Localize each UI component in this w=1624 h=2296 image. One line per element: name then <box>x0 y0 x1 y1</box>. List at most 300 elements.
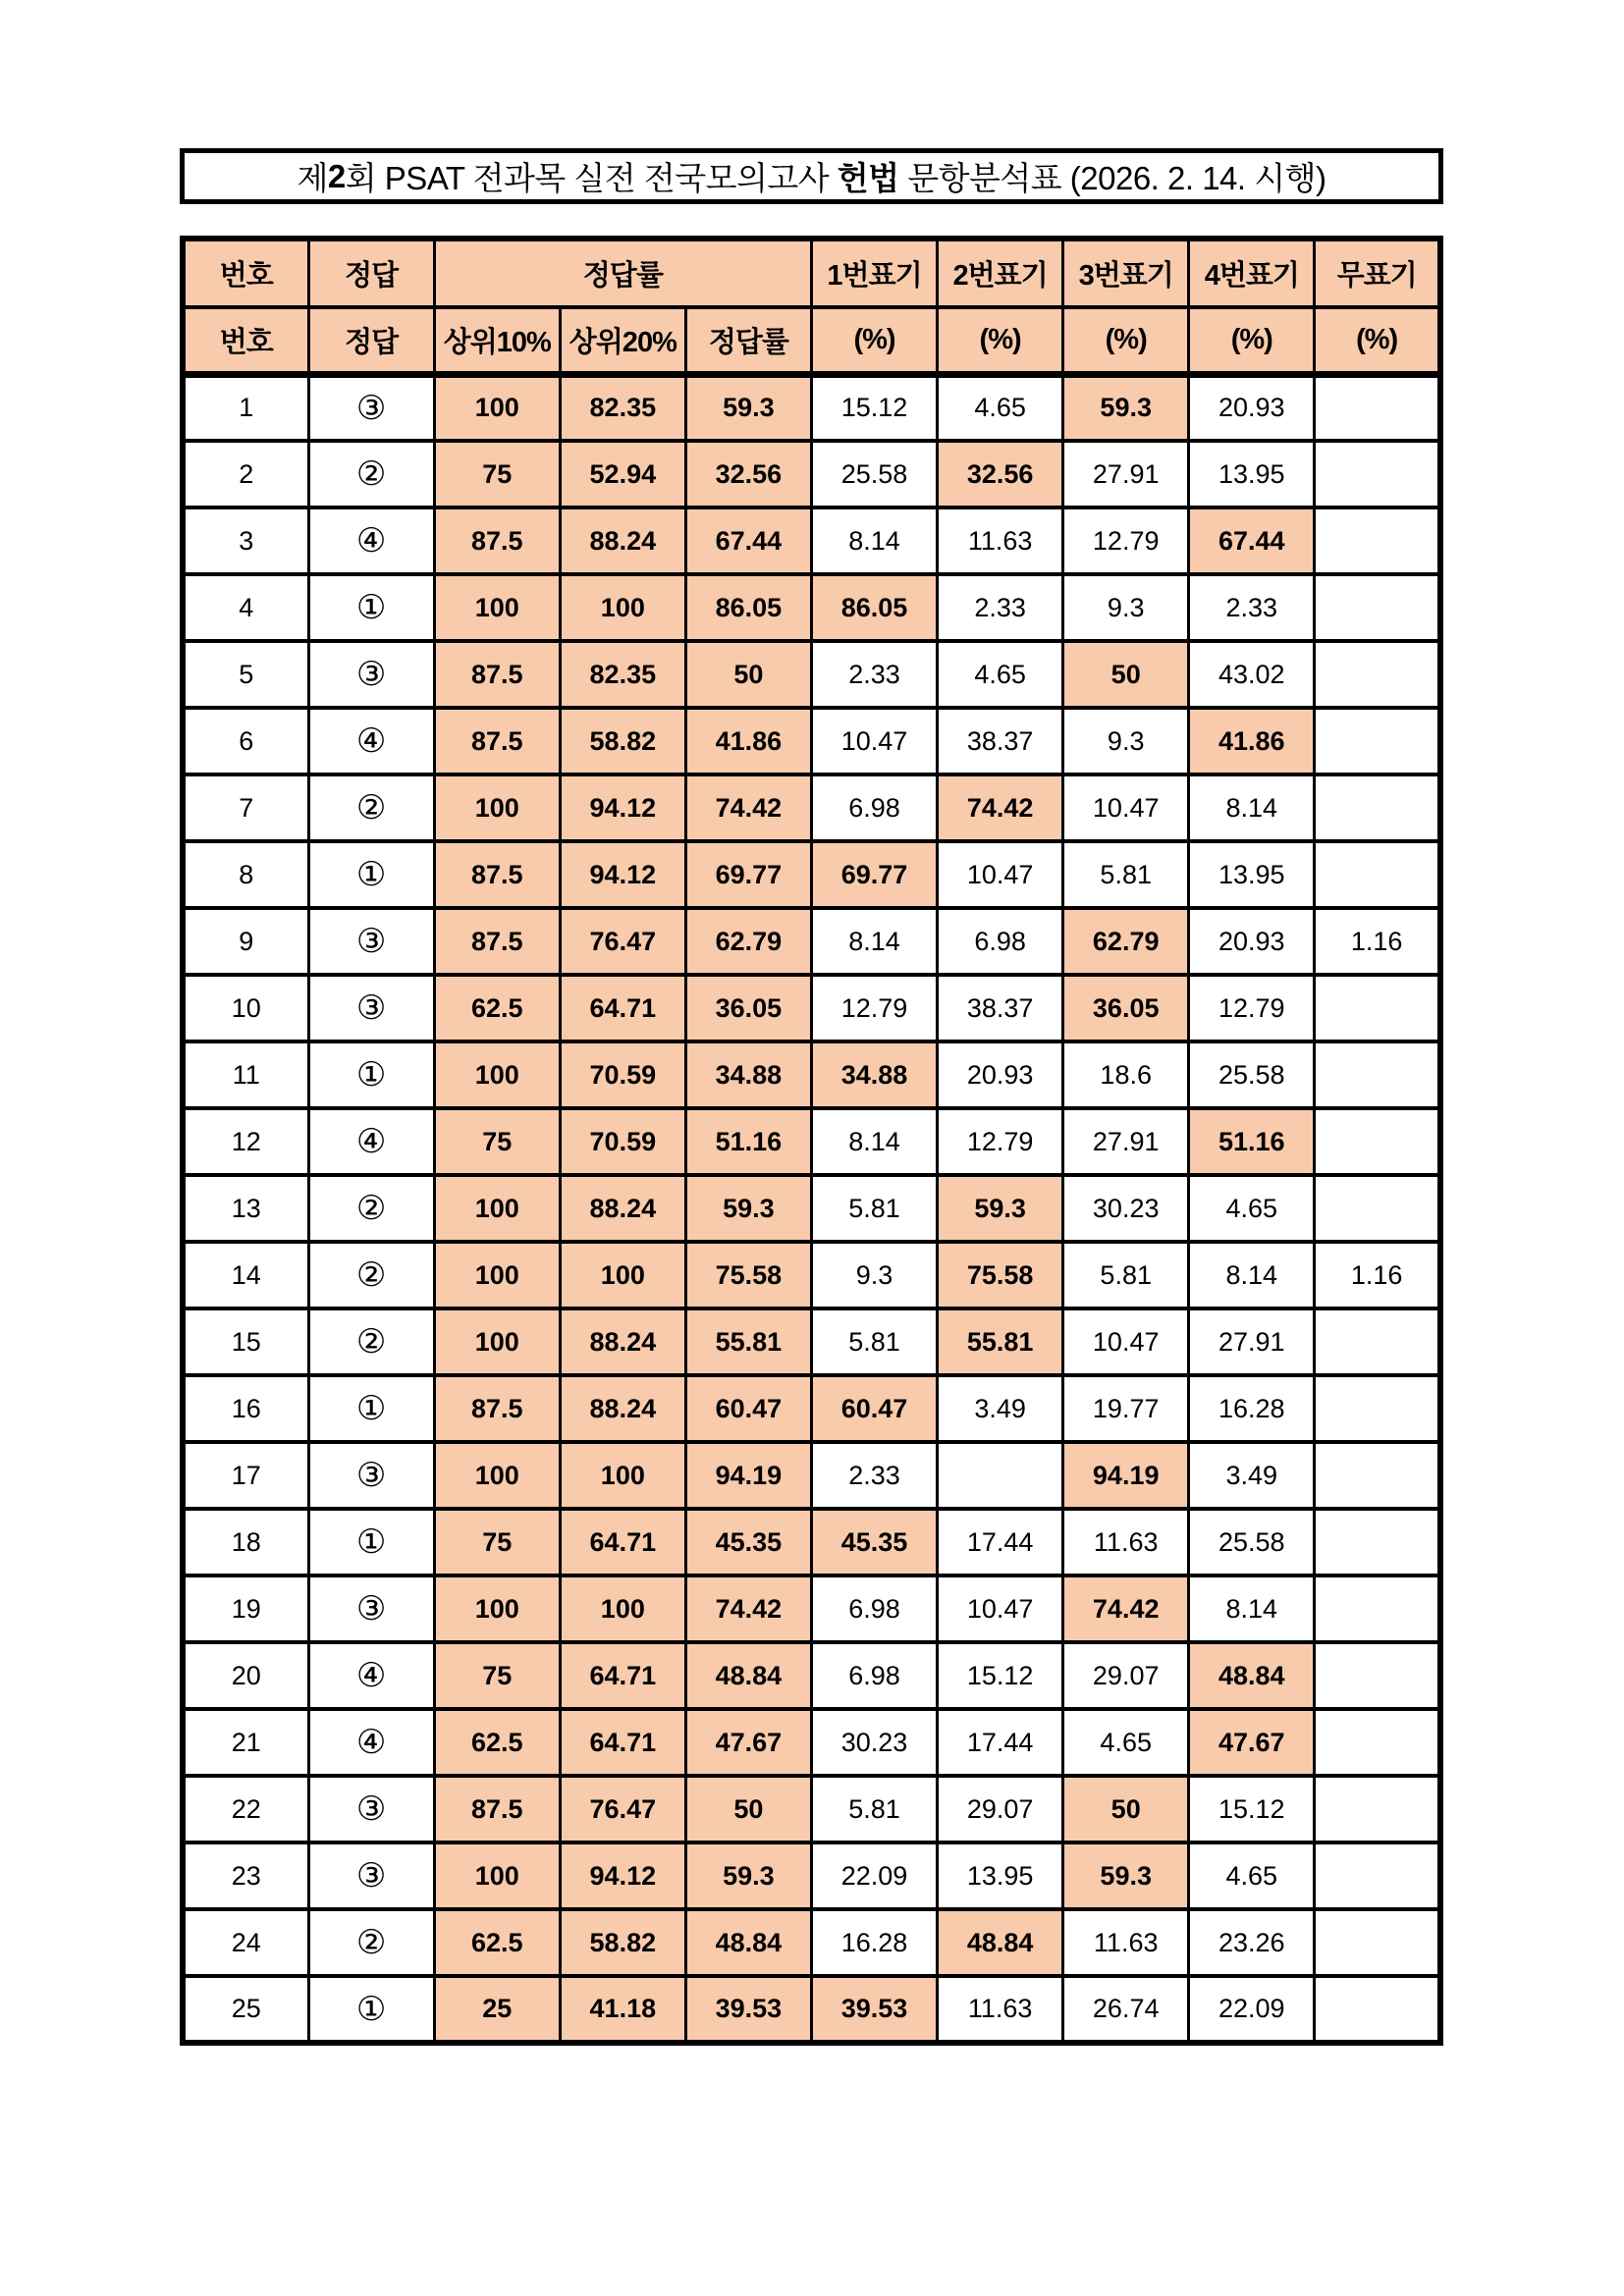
cell-correct-answer: ③ <box>308 1842 434 1909</box>
cell-question-number: 7 <box>183 774 308 841</box>
header-choice2-marked: 2번표기 <box>938 239 1063 307</box>
cell-top10-rate: 62.5 <box>434 1709 560 1776</box>
cell-no-mark-rate <box>1315 1108 1440 1175</box>
cell-top20-rate: 88.24 <box>560 1308 685 1375</box>
title-segment: 문항분석표 (2026. 2. 14. 시행) <box>898 160 1326 196</box>
cell-correct-rate: 69.77 <box>685 841 811 908</box>
cell-choice4-rate: 8.14 <box>1189 1575 1315 1642</box>
cell-choice1-rate: 2.33 <box>811 1442 937 1509</box>
cell-question-number: 4 <box>183 574 308 641</box>
cell-top10-rate: 87.5 <box>434 908 560 975</box>
cell-top10-rate: 100 <box>434 774 560 841</box>
cell-question-number: 21 <box>183 1709 308 1776</box>
cell-top10-rate: 100 <box>434 374 560 441</box>
cell-no-mark-rate <box>1315 1575 1440 1642</box>
cell-choice1-rate: 25.58 <box>811 441 937 507</box>
title-segment: 회 PSAT 전과목 실전 전국모의고사 <box>345 160 838 196</box>
cell-choice4-rate: 16.28 <box>1189 1375 1315 1442</box>
table-row <box>183 774 1440 841</box>
cell-choice3-rate: 59.3 <box>1063 1842 1189 1909</box>
cell-correct-answer: ② <box>308 441 434 507</box>
cell-choice4-rate: 12.79 <box>1189 975 1315 1041</box>
cell-correct-rate: 32.56 <box>685 441 811 507</box>
table-row <box>183 1642 1440 1709</box>
table-row <box>183 908 1440 975</box>
cell-top20-rate: 70.59 <box>560 1108 685 1175</box>
header-no-mark-percent: (%) <box>1315 307 1440 374</box>
cell-choice1-rate: 22.09 <box>811 1842 937 1909</box>
table-row <box>183 1242 1440 1308</box>
cell-choice3-rate: 30.23 <box>1063 1175 1189 1242</box>
cell-choice1-rate: 30.23 <box>811 1709 937 1776</box>
cell-top10-rate: 25 <box>434 1976 560 2043</box>
cell-choice2-rate: 17.44 <box>938 1709 1063 1776</box>
cell-top20-rate: 64.71 <box>560 1709 685 1776</box>
cell-correct-answer: ① <box>308 1976 434 2043</box>
cell-question-number: 14 <box>183 1242 308 1308</box>
cell-question-number: 11 <box>183 1041 308 1108</box>
cell-choice1-rate: 69.77 <box>811 841 937 908</box>
cell-choice1-rate: 86.05 <box>811 574 937 641</box>
cell-top10-rate: 100 <box>434 1308 560 1375</box>
cell-choice4-rate: 43.02 <box>1189 641 1315 708</box>
cell-no-mark-rate <box>1315 1041 1440 1108</box>
cell-question-number: 16 <box>183 1375 308 1442</box>
cell-choice3-rate: 10.47 <box>1063 1308 1189 1375</box>
cell-correct-rate: 60.47 <box>685 1375 811 1442</box>
cell-choice2-rate: 13.95 <box>938 1842 1063 1909</box>
header-choice2-percent: (%) <box>938 307 1063 374</box>
cell-choice3-rate: 9.3 <box>1063 574 1189 641</box>
cell-top10-rate: 62.5 <box>434 1909 560 1976</box>
cell-choice2-rate: 15.12 <box>938 1642 1063 1709</box>
cell-choice3-rate: 9.3 <box>1063 708 1189 774</box>
cell-choice4-rate: 41.86 <box>1189 708 1315 774</box>
cell-correct-answer: ③ <box>308 374 434 441</box>
cell-no-mark-rate <box>1315 841 1440 908</box>
cell-correct-rate: 41.86 <box>685 708 811 774</box>
cell-choice1-rate: 45.35 <box>811 1509 937 1575</box>
cell-no-mark-rate <box>1315 1842 1440 1909</box>
item-analysis-table <box>180 236 1443 2046</box>
table-row <box>183 1842 1440 1909</box>
cell-top20-rate: 100 <box>560 574 685 641</box>
cell-question-number: 6 <box>183 708 308 774</box>
cell-choice1-rate: 9.3 <box>811 1242 937 1308</box>
cell-choice2-rate: 12.79 <box>938 1108 1063 1175</box>
cell-top10-rate: 87.5 <box>434 641 560 708</box>
cell-choice1-rate: 39.53 <box>811 1976 937 2043</box>
cell-choice2-rate: 48.84 <box>938 1909 1063 1976</box>
cell-correct-rate: 45.35 <box>685 1509 811 1575</box>
cell-top20-rate: 76.47 <box>560 1776 685 1842</box>
header-row-2 <box>183 307 1440 374</box>
cell-correct-answer: ② <box>308 1909 434 1976</box>
cell-top20-rate: 64.71 <box>560 975 685 1041</box>
cell-choice3-rate: 62.79 <box>1063 908 1189 975</box>
header-correct-answer-sub: 정답 <box>308 307 434 374</box>
cell-correct-answer: ④ <box>308 1709 434 1776</box>
cell-choice3-rate: 5.81 <box>1063 841 1189 908</box>
cell-choice2-rate: 10.47 <box>938 1575 1063 1642</box>
title-segment: 제 <box>297 160 328 196</box>
cell-no-mark-rate <box>1315 1909 1440 1976</box>
cell-choice4-rate: 13.95 <box>1189 441 1315 507</box>
cell-choice1-rate: 8.14 <box>811 908 937 975</box>
header-choice3-percent: (%) <box>1063 307 1189 374</box>
cell-question-number: 22 <box>183 1776 308 1842</box>
table-row <box>183 708 1440 774</box>
cell-no-mark-rate <box>1315 441 1440 507</box>
cell-choice2-rate: 11.63 <box>938 1976 1063 2043</box>
cell-correct-answer: ① <box>308 841 434 908</box>
cell-correct-answer: ② <box>308 774 434 841</box>
cell-choice2-rate: 3.49 <box>938 1375 1063 1442</box>
cell-top20-rate: 82.35 <box>560 641 685 708</box>
cell-choice4-rate: 20.93 <box>1189 908 1315 975</box>
cell-choice1-rate: 6.98 <box>811 774 937 841</box>
cell-choice3-rate: 27.91 <box>1063 441 1189 507</box>
cell-correct-rate: 75.58 <box>685 1242 811 1308</box>
cell-choice4-rate: 8.14 <box>1189 774 1315 841</box>
table-row <box>183 574 1440 641</box>
cell-choice2-rate: 4.65 <box>938 641 1063 708</box>
cell-question-number: 20 <box>183 1642 308 1709</box>
cell-no-mark-rate <box>1315 1709 1440 1776</box>
cell-correct-answer: ② <box>308 1308 434 1375</box>
cell-no-mark-rate: 1.16 <box>1315 1242 1440 1308</box>
cell-correct-answer: ② <box>308 1175 434 1242</box>
cell-top20-rate: 94.12 <box>560 841 685 908</box>
cell-correct-answer: ① <box>308 1509 434 1575</box>
cell-choice1-rate: 34.88 <box>811 1041 937 1108</box>
cell-correct-rate: 47.67 <box>685 1709 811 1776</box>
cell-question-number: 18 <box>183 1509 308 1575</box>
cell-choice1-rate: 8.14 <box>811 507 937 574</box>
header-row-1 <box>183 239 1440 307</box>
cell-choice1-rate: 15.12 <box>811 374 937 441</box>
cell-choice3-rate: 74.42 <box>1063 1575 1189 1642</box>
cell-correct-rate: 86.05 <box>685 574 811 641</box>
cell-no-mark-rate <box>1315 1642 1440 1709</box>
cell-question-number: 8 <box>183 841 308 908</box>
cell-choice4-rate: 47.67 <box>1189 1709 1315 1776</box>
table-row <box>183 1909 1440 1976</box>
cell-no-mark-rate <box>1315 1308 1440 1375</box>
cell-top10-rate: 100 <box>434 1575 560 1642</box>
cell-top10-rate: 87.5 <box>434 507 560 574</box>
table-row <box>183 841 1440 908</box>
title-round-number: 2 <box>327 157 346 194</box>
cell-top20-rate: 88.24 <box>560 1175 685 1242</box>
cell-choice2-rate: 4.65 <box>938 374 1063 441</box>
table-row <box>183 1375 1440 1442</box>
header-choice1-percent: (%) <box>811 307 937 374</box>
table-row <box>183 975 1440 1041</box>
header-top20-rate: 상위20% <box>560 307 685 374</box>
cell-choice2-rate: 6.98 <box>938 908 1063 975</box>
cell-top20-rate: 94.12 <box>560 774 685 841</box>
cell-choice4-rate: 8.14 <box>1189 1242 1315 1308</box>
cell-choice4-rate: 4.65 <box>1189 1175 1315 1242</box>
cell-choice1-rate: 12.79 <box>811 975 937 1041</box>
cell-top20-rate: 88.24 <box>560 507 685 574</box>
table-row <box>183 374 1440 441</box>
cell-correct-rate: 59.3 <box>685 1175 811 1242</box>
cell-top20-rate: 82.35 <box>560 374 685 441</box>
header-correct-rate: 정답률 <box>685 307 811 374</box>
cell-choice3-rate: 50 <box>1063 641 1189 708</box>
cell-correct-rate: 50 <box>685 1776 811 1842</box>
cell-choice4-rate: 22.09 <box>1189 1976 1315 2043</box>
cell-correct-answer: ② <box>308 1242 434 1308</box>
cell-choice2-rate: 11.63 <box>938 507 1063 574</box>
cell-choice2-rate: 2.33 <box>938 574 1063 641</box>
cell-correct-rate: 55.81 <box>685 1308 811 1375</box>
table-row <box>183 1308 1440 1375</box>
cell-top10-rate: 100 <box>434 1242 560 1308</box>
header-choice1-marked: 1번표기 <box>811 239 937 307</box>
cell-top10-rate: 87.5 <box>434 841 560 908</box>
cell-question-number: 9 <box>183 908 308 975</box>
header-correct-answer: 정답 <box>308 239 434 307</box>
cell-correct-rate: 39.53 <box>685 1976 811 2043</box>
cell-correct-answer: ① <box>308 574 434 641</box>
cell-top20-rate: 100 <box>560 1575 685 1642</box>
cell-correct-rate: 51.16 <box>685 1108 811 1175</box>
table-row <box>183 1041 1440 1108</box>
cell-choice4-rate: 25.58 <box>1189 1041 1315 1108</box>
cell-top10-rate: 87.5 <box>434 708 560 774</box>
cell-question-number: 15 <box>183 1308 308 1375</box>
cell-top20-rate: 52.94 <box>560 441 685 507</box>
table-row <box>183 1108 1440 1175</box>
cell-choice4-rate: 23.26 <box>1189 1909 1315 1976</box>
cell-choice2-rate: 10.47 <box>938 841 1063 908</box>
cell-no-mark-rate <box>1315 1776 1440 1842</box>
table-row <box>183 641 1440 708</box>
cell-choice1-rate: 10.47 <box>811 708 937 774</box>
cell-top10-rate: 100 <box>434 1442 560 1509</box>
cell-choice4-rate: 27.91 <box>1189 1308 1315 1375</box>
cell-top10-rate: 100 <box>434 574 560 641</box>
cell-question-number: 12 <box>183 1108 308 1175</box>
cell-choice3-rate: 29.07 <box>1063 1642 1189 1709</box>
cell-top10-rate: 75 <box>434 1108 560 1175</box>
cell-choice2-rate: 38.37 <box>938 708 1063 774</box>
cell-no-mark-rate <box>1315 574 1440 641</box>
cell-question-number: 17 <box>183 1442 308 1509</box>
cell-top20-rate: 70.59 <box>560 1041 685 1108</box>
cell-choice2-rate: 20.93 <box>938 1041 1063 1108</box>
cell-choice4-rate: 20.93 <box>1189 374 1315 441</box>
cell-choice2-rate: 55.81 <box>938 1308 1063 1375</box>
table-header <box>183 239 1440 374</box>
cell-choice2-rate: 38.37 <box>938 975 1063 1041</box>
cell-top20-rate: 100 <box>560 1442 685 1509</box>
header-choice4-marked: 4번표기 <box>1189 239 1315 307</box>
cell-choice2-rate: 29.07 <box>938 1776 1063 1842</box>
cell-choice3-rate: 5.81 <box>1063 1242 1189 1308</box>
cell-correct-rate: 36.05 <box>685 975 811 1041</box>
cell-choice2-rate: 75.58 <box>938 1242 1063 1308</box>
cell-question-number: 25 <box>183 1976 308 2043</box>
cell-choice4-rate: 3.49 <box>1189 1442 1315 1509</box>
cell-question-number: 24 <box>183 1909 308 1976</box>
cell-correct-rate: 59.3 <box>685 374 811 441</box>
cell-choice3-rate: 11.63 <box>1063 1909 1189 1976</box>
cell-choice1-rate: 8.14 <box>811 1108 937 1175</box>
cell-no-mark-rate <box>1315 1175 1440 1242</box>
cell-choice3-rate: 4.65 <box>1063 1709 1189 1776</box>
cell-choice1-rate: 16.28 <box>811 1909 937 1976</box>
cell-question-number: 2 <box>183 441 308 507</box>
cell-choice3-rate: 36.05 <box>1063 975 1189 1041</box>
cell-top20-rate: 76.47 <box>560 908 685 975</box>
document-title <box>180 148 1443 204</box>
cell-top20-rate: 64.71 <box>560 1509 685 1575</box>
cell-top10-rate: 100 <box>434 1041 560 1108</box>
cell-question-number: 1 <box>183 374 308 441</box>
cell-choice2-rate: 17.44 <box>938 1509 1063 1575</box>
cell-top20-rate: 58.82 <box>560 1909 685 1976</box>
table-row <box>183 1776 1440 1842</box>
cell-correct-rate: 62.79 <box>685 908 811 975</box>
title-subject: 헌법 <box>837 160 899 196</box>
cell-choice3-rate: 18.6 <box>1063 1041 1189 1108</box>
cell-no-mark-rate <box>1315 641 1440 708</box>
cell-choice3-rate: 10.47 <box>1063 774 1189 841</box>
table-row <box>183 1175 1440 1242</box>
cell-question-number: 13 <box>183 1175 308 1242</box>
cell-choice1-rate: 5.81 <box>811 1308 937 1375</box>
cell-correct-answer: ④ <box>308 1108 434 1175</box>
header-choice4-percent: (%) <box>1189 307 1315 374</box>
cell-choice4-rate: 13.95 <box>1189 841 1315 908</box>
cell-choice3-rate: 59.3 <box>1063 374 1189 441</box>
cell-question-number: 3 <box>183 507 308 574</box>
cell-correct-answer: ③ <box>308 641 434 708</box>
cell-question-number: 10 <box>183 975 308 1041</box>
cell-top20-rate: 64.71 <box>560 1642 685 1709</box>
cell-choice3-rate: 26.74 <box>1063 1976 1189 2043</box>
cell-correct-answer: ③ <box>308 1575 434 1642</box>
cell-correct-answer: ③ <box>308 1776 434 1842</box>
cell-correct-answer: ③ <box>308 1442 434 1509</box>
cell-choice1-rate: 60.47 <box>811 1375 937 1442</box>
cell-choice4-rate: 48.84 <box>1189 1642 1315 1709</box>
cell-correct-rate: 48.84 <box>685 1642 811 1709</box>
cell-no-mark-rate <box>1315 774 1440 841</box>
cell-top20-rate: 88.24 <box>560 1375 685 1442</box>
cell-choice3-rate: 11.63 <box>1063 1509 1189 1575</box>
cell-correct-answer: ④ <box>308 507 434 574</box>
cell-correct-rate: 94.19 <box>685 1442 811 1509</box>
cell-choice3-rate: 94.19 <box>1063 1442 1189 1509</box>
cell-question-number: 23 <box>183 1842 308 1909</box>
cell-choice1-rate: 2.33 <box>811 641 937 708</box>
cell-choice1-rate: 5.81 <box>811 1175 937 1242</box>
table-row <box>183 507 1440 574</box>
cell-no-mark-rate <box>1315 708 1440 774</box>
cell-top10-rate: 87.5 <box>434 1375 560 1442</box>
cell-top10-rate: 62.5 <box>434 975 560 1041</box>
cell-correct-answer: ③ <box>308 908 434 975</box>
cell-no-mark-rate <box>1315 507 1440 574</box>
cell-choice4-rate: 25.58 <box>1189 1509 1315 1575</box>
header-no-mark: 무표기 <box>1315 239 1440 307</box>
cell-top20-rate: 94.12 <box>560 1842 685 1909</box>
cell-choice1-rate: 6.98 <box>811 1575 937 1642</box>
cell-choice4-rate: 4.65 <box>1189 1842 1315 1909</box>
cell-no-mark-rate <box>1315 1509 1440 1575</box>
table-row <box>183 1976 1440 2043</box>
cell-question-number: 5 <box>183 641 308 708</box>
cell-choice3-rate: 27.91 <box>1063 1108 1189 1175</box>
cell-correct-answer: ③ <box>308 975 434 1041</box>
cell-choice3-rate: 12.79 <box>1063 507 1189 574</box>
cell-top10-rate: 75 <box>434 1509 560 1575</box>
cell-choice2-rate: 74.42 <box>938 774 1063 841</box>
header-question-number: 번호 <box>183 239 308 307</box>
cell-top20-rate: 58.82 <box>560 708 685 774</box>
table-row <box>183 1575 1440 1642</box>
cell-correct-rate: 50 <box>685 641 811 708</box>
cell-choice4-rate: 67.44 <box>1189 507 1315 574</box>
cell-correct-rate: 34.88 <box>685 1041 811 1108</box>
cell-no-mark-rate <box>1315 1375 1440 1442</box>
cell-correct-rate: 59.3 <box>685 1842 811 1909</box>
cell-choice1-rate: 5.81 <box>811 1776 937 1842</box>
cell-correct-rate: 67.44 <box>685 507 811 574</box>
cell-choice4-rate: 2.33 <box>1189 574 1315 641</box>
header-correct-rate-group: 정답률 <box>434 239 811 307</box>
cell-top10-rate: 87.5 <box>434 1776 560 1842</box>
table-row <box>183 1442 1440 1509</box>
cell-correct-answer: ④ <box>308 708 434 774</box>
cell-correct-answer: ① <box>308 1041 434 1108</box>
table-row <box>183 1509 1440 1575</box>
cell-choice4-rate: 15.12 <box>1189 1776 1315 1842</box>
cell-choice3-rate: 19.77 <box>1063 1375 1189 1442</box>
cell-choice2-rate: 32.56 <box>938 441 1063 507</box>
cell-choice4-rate: 51.16 <box>1189 1108 1315 1175</box>
header-question-number-sub: 번호 <box>183 307 308 374</box>
cell-no-mark-rate: 1.16 <box>1315 908 1440 975</box>
cell-correct-rate: 48.84 <box>685 1909 811 1976</box>
table-row <box>183 441 1440 507</box>
cell-top10-rate: 100 <box>434 1842 560 1909</box>
cell-choice1-rate: 6.98 <box>811 1642 937 1709</box>
cell-question-number: 19 <box>183 1575 308 1642</box>
table-body <box>183 374 1440 2043</box>
cell-top10-rate: 100 <box>434 1175 560 1242</box>
cell-correct-rate: 74.42 <box>685 774 811 841</box>
cell-correct-answer: ① <box>308 1375 434 1442</box>
cell-correct-rate: 74.42 <box>685 1575 811 1642</box>
cell-choice3-rate: 50 <box>1063 1776 1189 1842</box>
cell-no-mark-rate <box>1315 975 1440 1041</box>
cell-no-mark-rate <box>1315 1442 1440 1509</box>
header-top10-rate: 상위10% <box>434 307 560 374</box>
header-choice3-marked: 3번표기 <box>1063 239 1189 307</box>
cell-choice2-rate: 59.3 <box>938 1175 1063 1242</box>
cell-no-mark-rate <box>1315 374 1440 441</box>
table-row <box>183 1709 1440 1776</box>
cell-correct-answer: ④ <box>308 1642 434 1709</box>
cell-choice2-rate <box>938 1442 1063 1509</box>
cell-top20-rate: 100 <box>560 1242 685 1308</box>
